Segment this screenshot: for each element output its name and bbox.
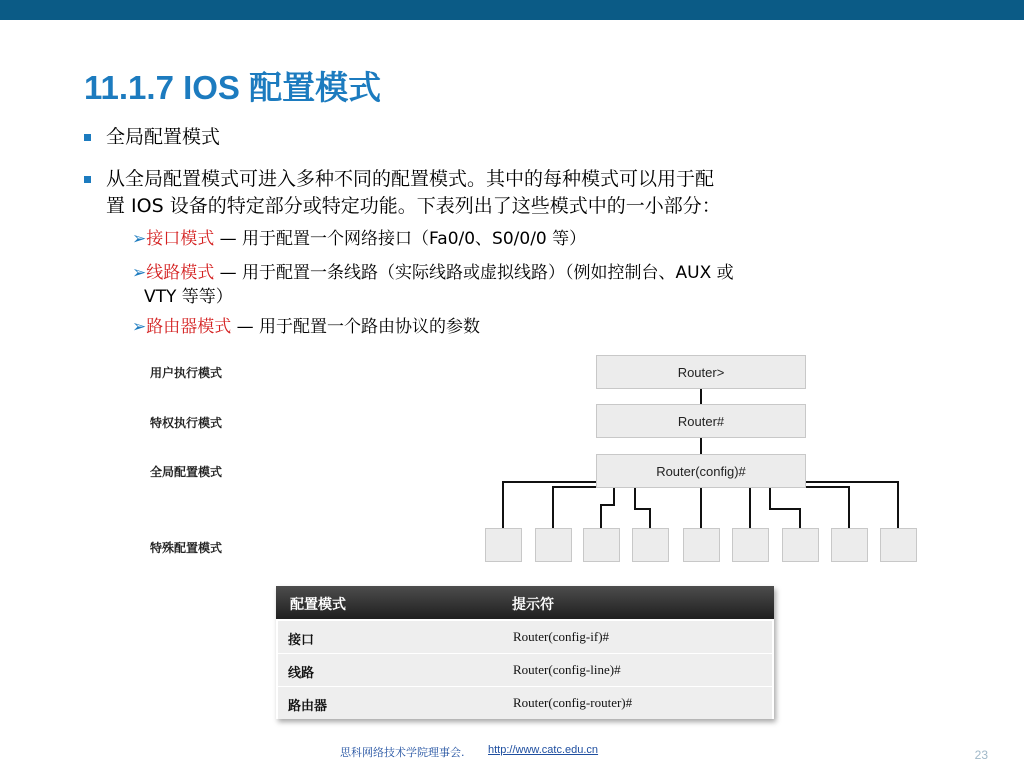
cell-mode: 线路	[288, 666, 315, 681]
sub-item-name: 接口模式	[146, 229, 215, 249]
slide-title: 11.1.7 IOS 配置模式	[84, 69, 382, 106]
cell-mode: 路由器	[288, 699, 328, 714]
special-mode-box	[485, 528, 522, 562]
table-header	[276, 586, 774, 619]
label-user-exec-mode: 用户执行模式	[150, 366, 223, 380]
config-mode-table	[276, 586, 774, 719]
special-mode-box	[880, 528, 917, 562]
table-row	[278, 653, 772, 686]
label-global-config-mode: 全局配置模式	[150, 465, 223, 479]
page-number: 23	[974, 748, 988, 762]
label-privileged-exec-mode: 特权执行模式	[150, 416, 223, 430]
sub-item-line-mode-cont: VTY 等等）	[144, 287, 233, 307]
footer-link[interactable]: http://www.catc.edu.cn	[488, 744, 599, 756]
header-config-mode: 配置模式	[290, 597, 346, 613]
sub-item-desc: — 用于配置一个网络接口（Fa0/0、S0/0/0 等）	[214, 229, 587, 249]
table-row	[278, 620, 772, 653]
arrow-bullet-icon: ➢	[132, 229, 147, 249]
sub-item-name: 路由器模式	[146, 317, 232, 337]
cell-prompt: Router(config-router)#	[513, 695, 633, 710]
global-config-prompt-box: Router(config)#	[596, 454, 806, 488]
footer-org: 思科网络技术学院理事会.	[340, 746, 465, 759]
bullet-text-line2: 置 IOS 设备的特定部分或特定功能。下表列出了这些模式中的一小部分：	[106, 195, 721, 217]
bullet-text: 全局配置模式	[106, 126, 221, 148]
special-mode-box	[732, 528, 769, 562]
table-row	[278, 686, 772, 719]
bullet-text-line1: 从全局配置模式可进入多种不同的配置模式。其中的每种模式可以用于配	[106, 168, 715, 190]
special-mode-box	[831, 528, 868, 562]
arrow-bullet-icon: ➢	[132, 263, 147, 283]
user-exec-prompt-box: Router>	[596, 355, 806, 389]
special-mode-box	[583, 528, 620, 562]
cell-prompt: Router(config-line)#	[513, 662, 621, 677]
cell-mode: 接口	[288, 633, 315, 648]
special-mode-box	[683, 528, 720, 562]
cell-prompt: Router(config-if)#	[513, 629, 610, 644]
special-mode-box	[535, 528, 572, 562]
sub-item-desc: — 用于配置一个路由协议的参数	[231, 317, 481, 337]
label-special-config-mode: 特殊配置模式	[150, 541, 223, 555]
arrow-bullet-icon: ➢	[132, 317, 147, 337]
header-prompt: 提示符	[512, 597, 554, 613]
sub-item-name: 线路模式	[146, 263, 215, 283]
special-mode-box	[782, 528, 819, 562]
privileged-exec-prompt-box: Router#	[596, 404, 806, 438]
sub-item-desc: — 用于配置一条线路（实际线路或虚拟线路）（例如控制台、AUX 或	[214, 263, 734, 283]
special-mode-box	[632, 528, 669, 562]
